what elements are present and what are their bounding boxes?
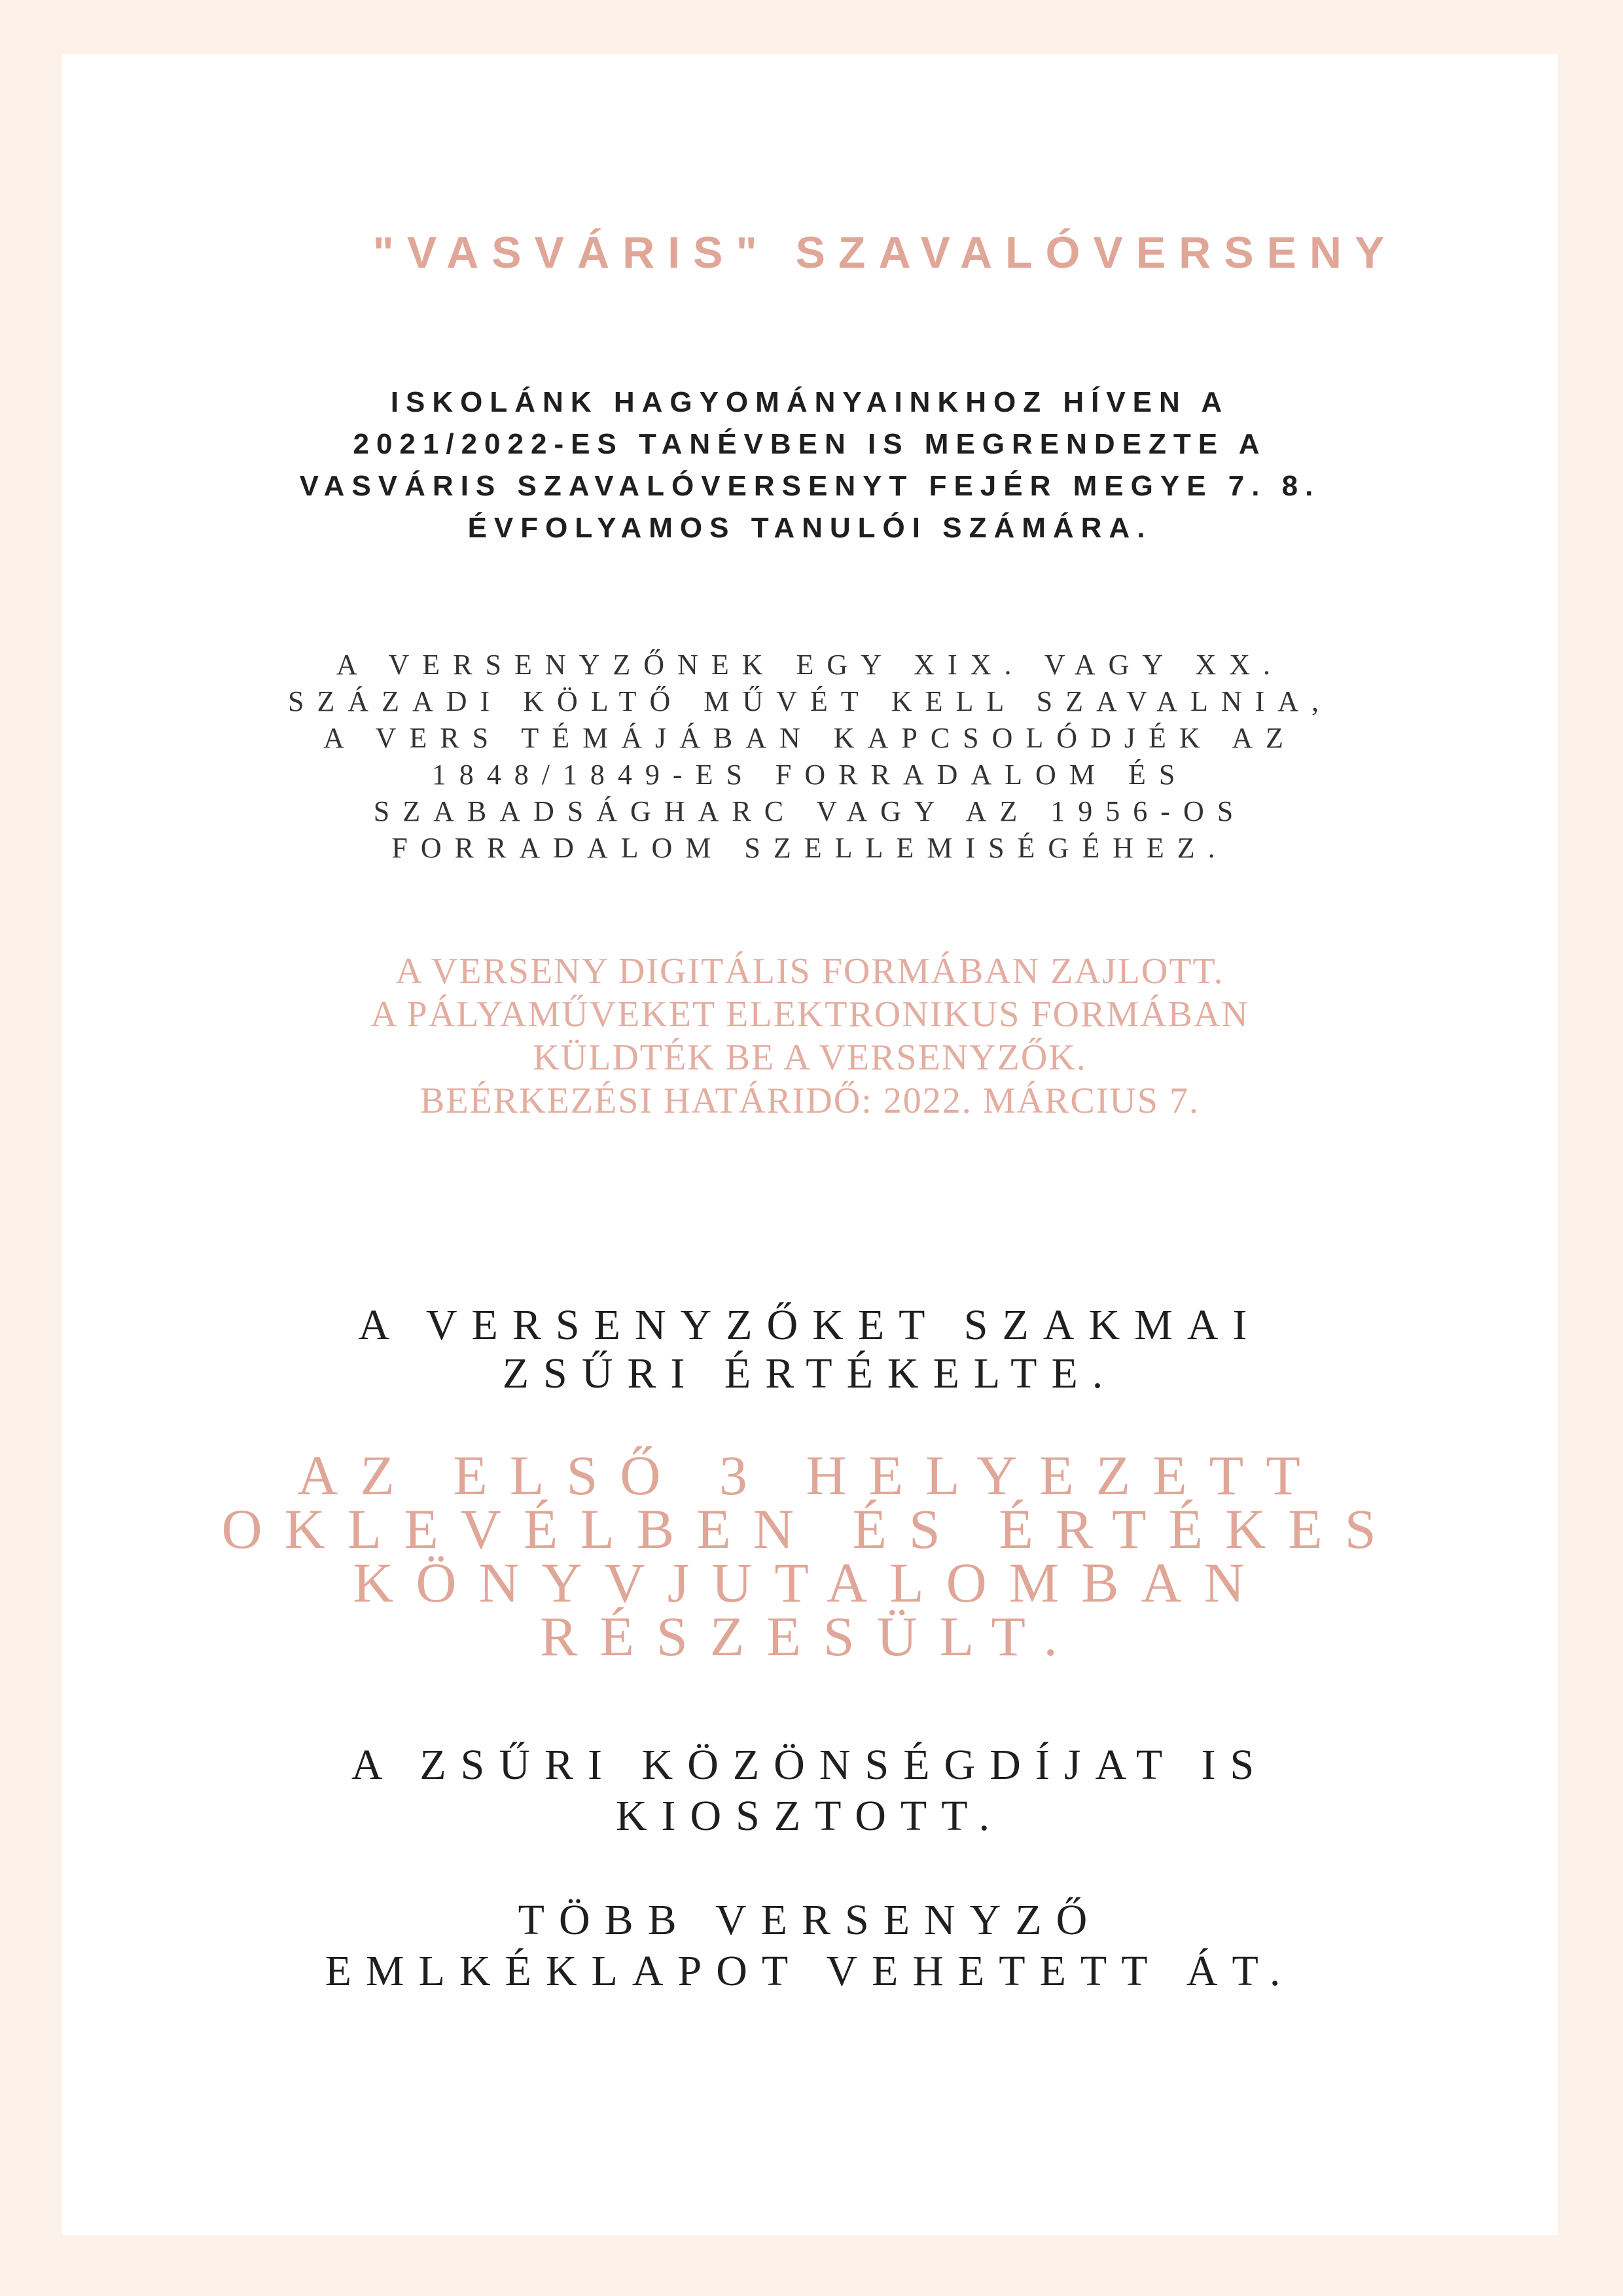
memorial-line: TÖBB VERSENYZŐ [518, 1896, 1102, 1944]
digital-line: KÜLDTÉK BE A VERSENYZŐK. [533, 1037, 1087, 1078]
jury-line: ZSŰRI ÉRTÉKELTE. [502, 1350, 1118, 1397]
rules-line: SZABADSÁGHARC VAGY AZ 1956-OS [373, 795, 1247, 827]
intro-paragraph [62, 382, 1558, 549]
audience-award-paragraph [62, 1740, 1558, 1842]
prize-line: RÉSZESÜLT. [539, 1605, 1080, 1668]
prize-line: OKLEVÉLBEN ÉS ÉRTÉKES [221, 1498, 1399, 1560]
digital-format-paragraph [62, 950, 1558, 1122]
prize-line: KÖNYVJUTALOMBAN [353, 1551, 1267, 1614]
document-title: "VASVÁRIS" SZAVALÓVERSENY [372, 228, 1398, 278]
rules-paragraph [62, 647, 1558, 867]
digital-line: A VERSENY DIGITÁLIS FORMÁBAN ZAJLOTT. [395, 951, 1224, 992]
digital-line: A PÁLYAMŰVEKET ELEKTRONIKUS FORMÁBAN [370, 994, 1249, 1035]
rules-line: SZÁZADI KÖLTŐ MŰVÉT KELL SZAVALNIA, [287, 685, 1332, 717]
memorial-sheet-paragraph [62, 1895, 1558, 1997]
document-page [62, 54, 1558, 2235]
deadline-line: BEÉRKEZÉSI HATÁRIDŐ: 2022. MÁRCIUS 7. [420, 1081, 1200, 1121]
intro-line: 2021/2022-ES TANÉVBEN IS MEGRENDEZTE A [353, 428, 1267, 460]
memorial-line: EMLKÉKLAPOT VEHETETT ÁT. [325, 1947, 1295, 1995]
audience-line: A ZSŰRI KÖZÖNSÉGDÍJAT IS [351, 1741, 1269, 1789]
jury-paragraph [62, 1301, 1558, 1398]
prize-line: AZ ELSŐ 3 HELYEZETT [297, 1444, 1323, 1507]
jury-line: A VERSENYZŐKET SZAKMAI [358, 1301, 1262, 1349]
audience-line: KIOSZTOTT. [615, 1792, 1005, 1840]
rules-line: FORRADALOM SZELLEMISÉGÉHEZ. [391, 832, 1228, 864]
intro-line: ÉVFOLYAMOS TANULÓI SZÁMÁRA. [467, 512, 1152, 544]
prize-paragraph [62, 1444, 1558, 1668]
intro-line: ISKOLÁNK HAGYOMÁNYAINKHOZ HÍVEN A [390, 386, 1230, 418]
rules-line: 1848/1849-ES FORRADALOM ÉS [431, 759, 1188, 791]
rules-line: A VERS TÉMÁJÁBAN KAPCSOLÓDJÉK AZ [323, 722, 1296, 754]
intro-line: VASVÁRIS SZAVALÓVERSENYT FEJÉR MEGYE 7. 8. [299, 470, 1321, 502]
rules-line: A VERSENYZŐNEK EGY XIX. VAGY XX. [336, 649, 1284, 681]
